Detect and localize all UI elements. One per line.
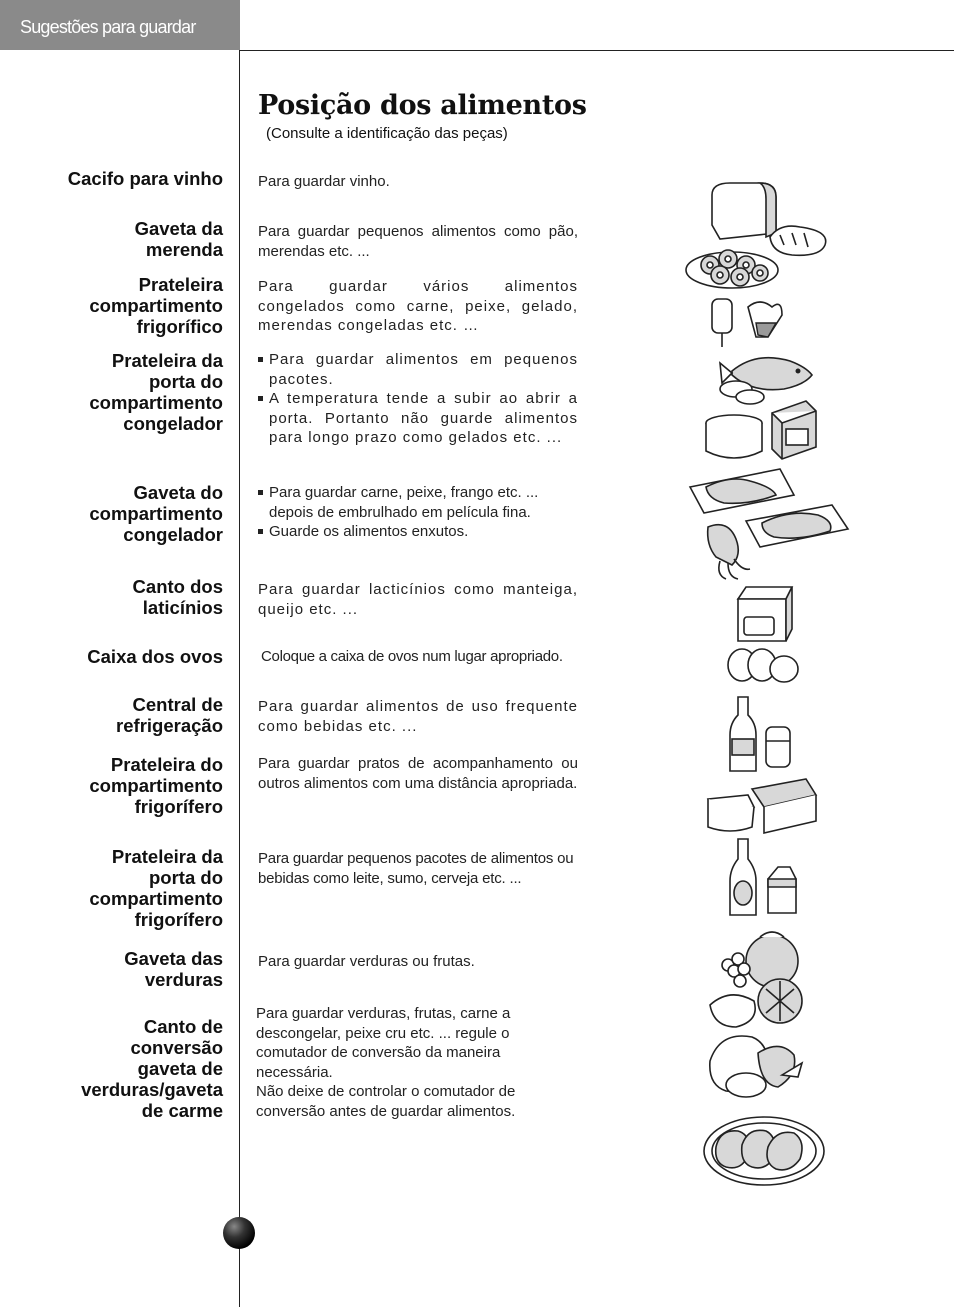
- row-desc-fridge-door-shelf: Para guardar pequenos pacotes de alimentos ou bebidas como leite, sumo, cerveja etc. ...: [258, 850, 574, 887]
- header-rule: [240, 50, 954, 51]
- fish-icon: [720, 358, 812, 404]
- row-desc-cooling-center: Para guardar alimentos de uso frequente como bebidas etc. ...: [258, 698, 578, 735]
- row-label-cooling-center: Central de refrigeração: [116, 694, 223, 736]
- page-marker-dot: [223, 1217, 255, 1249]
- row-label-wine: Cacifo para vinho: [67, 168, 223, 189]
- bread-icon: [712, 183, 826, 255]
- row-label-snack-drawer: Gaveta da merenda: [134, 218, 223, 260]
- row-label-vegetable-drawer: Gaveta das verduras: [124, 948, 223, 990]
- row-desc-wine: Para guardar vinho.: [258, 173, 390, 190]
- row-desc-dairy-corner: Para guardar lacticínios como manteiga, queijo etc. ...: [258, 581, 578, 618]
- row-label-freezer-drawer: Gaveta do compartimento congelador: [89, 482, 223, 545]
- row-desc-fridge-shelf: Para guardar pratos de acompanhamento ou outros alimentos com uma distância apropriada.: [258, 755, 578, 792]
- row-label-freezer-door-shelf: Prateleira da porta do compartimento congelador: [89, 350, 223, 434]
- margin-rule: [239, 50, 240, 1307]
- bullet-item: Guarde os alimentos enxutos.: [258, 522, 563, 542]
- meat-plate-icon: [704, 1117, 824, 1185]
- eggs-icon: [728, 649, 798, 682]
- beverages-icon: [730, 697, 790, 771]
- page-title: Posição dos alimentos: [258, 90, 587, 121]
- row-desc-egg-box: Coloque a caixa de ovos num lugar apropriado.: [261, 648, 563, 665]
- row-desc-conversion-corner: Para guardar verduras, frutas, carne a descongelar, peixe cru etc. ... regule o comutador de conversão da maneira necessária. Não deixe de controlar o comutador de conversão antes de guardar alimentos.: [256, 1005, 516, 1120]
- squid-icon: [708, 525, 750, 579]
- row-label-fridge-shelf: Prateleira do compartimento frigorífero: [89, 754, 223, 817]
- row-desc-freezer-door-shelf: [258, 350, 578, 448]
- page-subtitle: (Consulte a identificação das peças): [266, 125, 508, 142]
- row-label-freezer-shelf: Prateleira compartimento frigorífico: [89, 274, 223, 337]
- row-desc-freezer-drawer: [258, 483, 563, 542]
- bullet-item: Para guardar alimentos em pequenos pacotes.: [258, 350, 578, 389]
- row-desc-vegetable-drawer: Para guardar verduras ou frutas.: [258, 953, 475, 970]
- ice-cream-icon: [712, 299, 782, 347]
- row-label-fridge-door-shelf: Prateleira da porta do compartimento frigorífero: [89, 846, 223, 930]
- donuts-icon: [686, 250, 778, 288]
- row-desc-snack-drawer: Para guardar pequenos alimentos como pão, merendas etc. ...: [258, 223, 578, 260]
- frozen-packages-icon: [706, 401, 816, 459]
- row-label-dairy-corner: Canto dos laticínios: [132, 576, 223, 618]
- food-containers-icon: [708, 779, 816, 833]
- bullet-item: A temperatura tende a subir ao abrir a porta. Portanto não guarde alimentos para longo prazo como gelados etc. ...: [258, 389, 578, 448]
- fruits-icon: [710, 932, 802, 1027]
- vegetables-icon: [710, 1036, 802, 1097]
- row-label-egg-box: Caixa dos ovos: [87, 646, 223, 667]
- bullet-item: Para guardar carne, peixe, frango etc. ... depois de embrulhado em película fina.: [258, 483, 563, 522]
- food-illustrations: [680, 175, 860, 1195]
- section-tab: Sugestões para guardar alimentos: [0, 0, 240, 50]
- row-desc-freezer-shelf: Para guardar vários alimentos congelados como carne, peixe, gelado, merendas congeladas etc. …: [258, 278, 578, 334]
- butter-box-icon: [738, 587, 792, 641]
- row-label-conversion-corner: Canto de conversão gaveta de verduras/gaveta de carme: [81, 1016, 223, 1121]
- milk-and-bottle-icon: [730, 839, 796, 915]
